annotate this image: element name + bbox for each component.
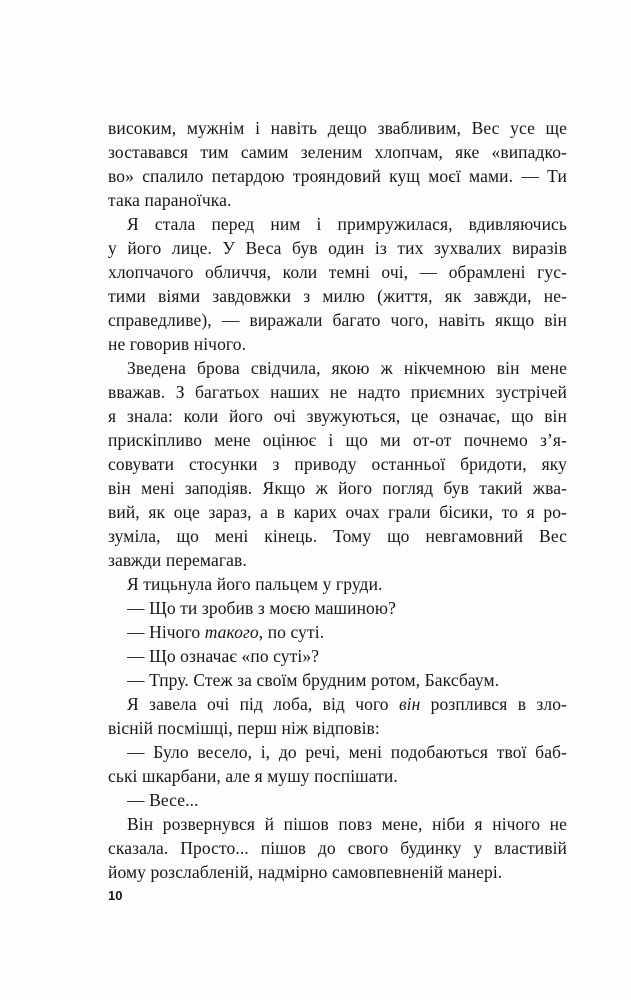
text-segment: розплився в зло- <box>420 694 567 714</box>
text-line <box>108 692 567 716</box>
text-segment: справедливе), — виражали багато чого, навіть якщо він <box>108 310 567 330</box>
text-segment: совувати стосунки з приводу останньої бридоти, яку <box>108 454 567 474</box>
text-line <box>108 548 567 572</box>
text-segment: — Що ти зробив з моєю машиною? <box>127 598 396 618</box>
text-segment: вважав. З багатьох наших не надто приємних зустрічей <box>108 382 567 402</box>
text-line <box>108 668 567 692</box>
paragraph <box>108 740 567 788</box>
text-segment: — Було весело, і, до речі, мені подобаються твої баб- <box>127 742 567 762</box>
text-segment: Я тицьнула його пальцем у груди. <box>127 574 383 594</box>
text-line <box>108 308 567 332</box>
page-text <box>108 116 567 884</box>
text-segment: я знала: коли його очі звужуються, це означає, що він <box>108 406 567 426</box>
italic-text: він <box>398 694 421 714</box>
paragraph <box>108 692 567 740</box>
text-line <box>108 860 567 884</box>
text-segment: хлопчачого обличчя, коли темні очі, — обрамлені гус- <box>108 262 567 282</box>
text-segment: вий, як оце зараз, а в карих очах грали бісики, то я ро- <box>108 502 567 522</box>
text-line <box>108 596 567 620</box>
text-line <box>108 836 567 860</box>
text-line <box>108 476 567 500</box>
text-line <box>108 812 567 836</box>
text-line <box>108 332 567 356</box>
text-segment: Я завела очі під лоба, від чого <box>127 694 399 714</box>
paragraph <box>108 788 567 812</box>
text-segment: — Тпру. Стеж за своїм брудним ротом, Баксбаум. <box>127 670 500 690</box>
text-segment: вісній посмішці, перш ніж відповів: <box>108 718 380 738</box>
text-line <box>108 788 567 812</box>
text-segment: Він розвернувся й пішов повз мене, ніби я нічого не <box>127 814 567 834</box>
page-number: 10 <box>108 888 123 903</box>
text-line <box>108 284 567 308</box>
text-segment: прискіпливо мене оцінює і що ми от-от почнемо з’я- <box>108 430 567 450</box>
text-segment: — Весе... <box>127 790 199 810</box>
text-line <box>108 140 567 164</box>
paragraph <box>108 812 567 884</box>
paragraph <box>108 644 567 668</box>
text-line <box>108 716 567 740</box>
paragraph <box>108 668 567 692</box>
text-line <box>108 116 567 140</box>
text-line <box>108 644 567 668</box>
italic-text: такого <box>204 622 259 642</box>
text-segment: ські шкарбани, але я мушу поспішати. <box>108 766 398 786</box>
text-line <box>108 572 567 596</box>
paragraph <box>108 356 567 572</box>
paragraph <box>108 116 567 212</box>
text-line <box>108 452 567 476</box>
text-line <box>108 500 567 524</box>
text-line <box>108 428 567 452</box>
text-line <box>108 260 567 284</box>
text-segment: тими віями завдовжки з милю (життя, як завжди, не- <box>108 286 567 306</box>
text-segment: — Нічого <box>127 622 205 642</box>
text-segment: він мені заподіяв. Якщо ж його погляд був такий жва- <box>108 478 567 498</box>
text-line <box>108 620 567 644</box>
text-segment: така параноїчка. <box>108 190 232 210</box>
text-segment: високим, мужнім і навіть дещо звабливим, Вес усе ще <box>108 118 567 138</box>
text-segment: зуміла, що мені кінець. Тому що невгамовний Вес <box>108 526 567 546</box>
text-line <box>108 164 567 188</box>
text-segment: зоставався тим самим зеленим хлопчам, яке «випадко- <box>108 142 567 162</box>
text-line <box>108 236 567 260</box>
text-segment: Я стала перед ним і примружилася, вдивляючись <box>127 214 567 234</box>
paragraph <box>108 572 567 596</box>
text-line <box>108 404 567 428</box>
text-segment: не говорив нічого. <box>108 334 247 354</box>
text-line <box>108 380 567 404</box>
text-segment: , по суті. <box>258 622 325 642</box>
text-line <box>108 740 567 764</box>
text-segment: у його лице. У Веса був один із тих зухвалих виразів <box>108 238 567 258</box>
text-segment: завжди перемагав. <box>108 550 247 570</box>
paragraph <box>108 620 567 644</box>
text-segment: йому розслабленій, надмірно самовпевненій манері. <box>108 862 503 882</box>
text-line <box>108 356 567 380</box>
text-segment: — Що означає «по суті»? <box>127 646 320 666</box>
text-segment: Зведена брова свідчила, якою ж нікчемною він мене <box>127 358 567 378</box>
text-segment: сказала. Просто... пішов до свого будинку у властивій <box>108 838 567 858</box>
paragraph <box>108 596 567 620</box>
text-line <box>108 764 567 788</box>
text-line <box>108 524 567 548</box>
text-line <box>108 188 567 212</box>
text-line <box>108 212 567 236</box>
text-segment: во» спалило петардою трояндовий кущ моєї мами. — Ти <box>108 166 567 186</box>
paragraph <box>108 212 567 356</box>
